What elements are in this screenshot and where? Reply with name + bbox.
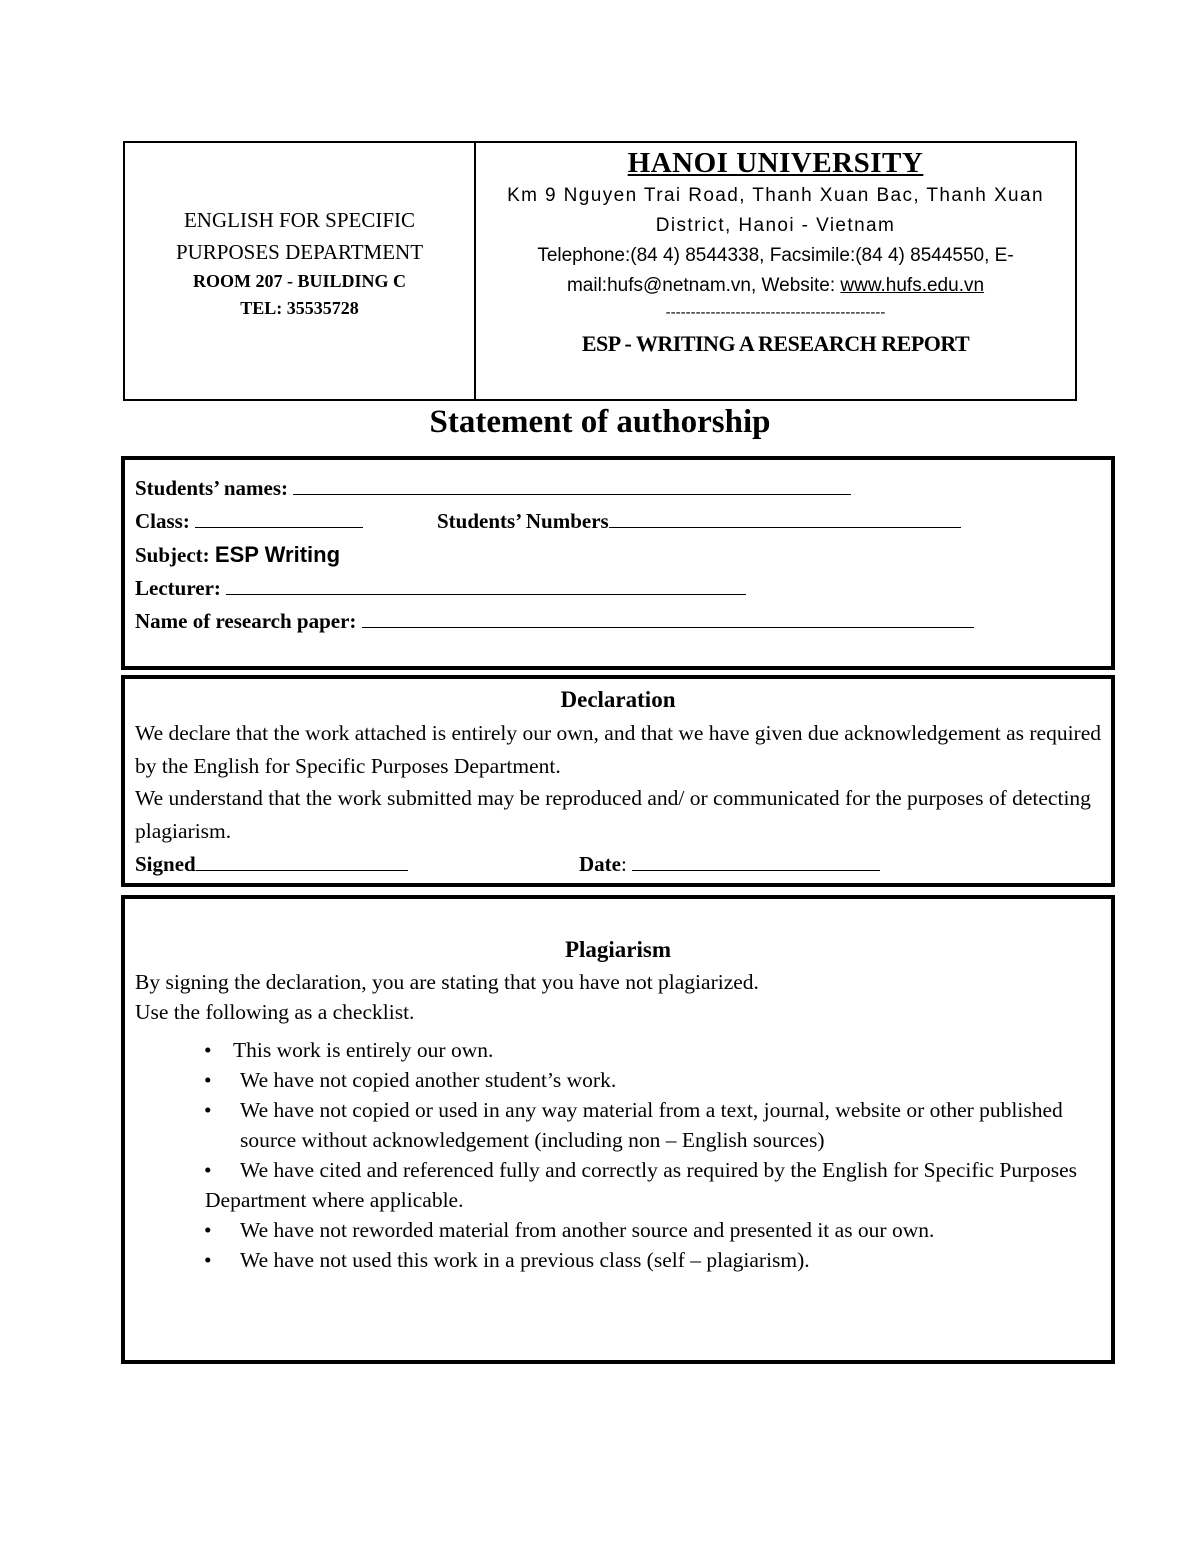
date-label: Date xyxy=(579,852,621,876)
declaration-box xyxy=(121,675,1115,887)
list-item xyxy=(135,1155,1101,1215)
plagiarism-checklist xyxy=(135,1035,1101,1275)
date-colon: : xyxy=(620,852,633,876)
students-numbers-label: Students’ Numbers xyxy=(437,509,609,533)
bullet-icon: • xyxy=(204,1038,212,1062)
checklist-item-text: This work is entirely our own. xyxy=(233,1038,494,1062)
list-item xyxy=(135,1095,1101,1155)
bullet-icon: • xyxy=(204,1068,212,1092)
plagiarism-box xyxy=(121,895,1115,1364)
research-paper-label: Name of research paper: xyxy=(135,609,362,633)
bullet-icon: • xyxy=(204,1218,212,1242)
university-name: HANOI UNIVERSITY xyxy=(627,147,924,179)
plagiarism-intro-1: By signing the declaration, you are stating that you have not plagiarized. xyxy=(135,970,759,994)
bullet-icon: • xyxy=(204,1098,212,1122)
contact-text: Telephone:(84 4) 8544338, Facsimile:(84 4) 8544550, E-mail:hufs@netnam.vn, Website: xyxy=(537,245,1014,296)
students-names-label: Students’ names: xyxy=(135,476,294,500)
research-paper-row xyxy=(135,605,1101,638)
students-names-row xyxy=(135,472,1101,505)
research-paper-field[interactable] xyxy=(362,610,974,628)
students-names-field[interactable] xyxy=(293,477,851,495)
signature-field[interactable] xyxy=(196,853,408,871)
department-room: ROOM 207 - BUILDING C xyxy=(192,271,406,291)
plagiarism-intro-2: Use the following as a checklist. xyxy=(135,1000,415,1024)
checklist-item-text: We have not copied or used in any way material from a text, journal, website or other published source without acknowledgement (including non – English sources) xyxy=(240,1098,1063,1152)
signed-label: Signed xyxy=(135,852,196,876)
header-table xyxy=(123,141,1077,401)
subject-row xyxy=(135,538,1101,572)
class-row xyxy=(135,505,1101,538)
subject-value: ESP Writing xyxy=(214,542,341,567)
date-group xyxy=(579,847,880,881)
subject-label: Subject: xyxy=(135,543,215,567)
department-name-line2: PURPOSES DEPARTMENT xyxy=(175,240,424,264)
checklist-item-text: We have not copied another student’s work. xyxy=(240,1068,617,1092)
plagiarism-heading: Plagiarism xyxy=(564,937,672,962)
lecturer-label: Lecturer: xyxy=(135,576,227,600)
lecturer-field[interactable] xyxy=(226,577,746,595)
declaration-heading: Declaration xyxy=(560,687,676,712)
lecturer-row xyxy=(135,572,1101,605)
department-name-line1: ENGLISH FOR SPECIFIC xyxy=(183,208,416,232)
bullet-icon: • xyxy=(204,1248,212,1272)
website-link[interactable]: www.hufs.edu.vn xyxy=(840,275,985,296)
course-title: ESP - WRITING A RESEARCH REPORT xyxy=(581,331,970,356)
department-cell xyxy=(125,143,476,399)
declaration-paragraph-2: We understand that the work submitted may be reproduced and/ or communicated for the purposes of detecting plagiarism. xyxy=(135,786,1091,843)
bullet-icon: • xyxy=(204,1158,212,1182)
class-field[interactable] xyxy=(195,510,363,528)
university-cell xyxy=(476,143,1075,399)
students-numbers-group xyxy=(437,505,961,538)
university-address: Km 9 Nguyen Trai Road, Thanh Xuan Bac, Thanh Xuan District, Hanoi - Vietnam xyxy=(507,185,1044,236)
class-label: Class: xyxy=(135,509,196,533)
students-numbers-field[interactable] xyxy=(609,510,961,528)
page-title: Statement of authorship xyxy=(429,404,771,440)
list-item xyxy=(135,1245,1101,1275)
signature-row xyxy=(135,847,1101,881)
header-divider: -------------------------------------------- xyxy=(665,304,886,321)
department-tel: TEL: 35535728 xyxy=(240,298,359,318)
declaration-paragraph-1: We declare that the work attached is entirely our own, and that we have given due acknowledgement as required by the English for Specific Purposes Department. xyxy=(135,721,1101,778)
date-field[interactable] xyxy=(632,853,880,871)
checklist-item-text: We have not reworded material from another source and presented it as our own. xyxy=(240,1218,935,1242)
student-info-box xyxy=(121,456,1115,670)
checklist-item-text: We have cited and referenced fully and correctly as required by the English for Specific Purposes Department where applicable. xyxy=(205,1158,1078,1212)
list-item xyxy=(135,1065,1101,1095)
list-item xyxy=(135,1035,1101,1065)
checklist-item-text: We have not used this work in a previous class (self – plagiarism). xyxy=(240,1248,810,1272)
list-item xyxy=(135,1215,1101,1245)
university-contact xyxy=(476,241,1075,301)
